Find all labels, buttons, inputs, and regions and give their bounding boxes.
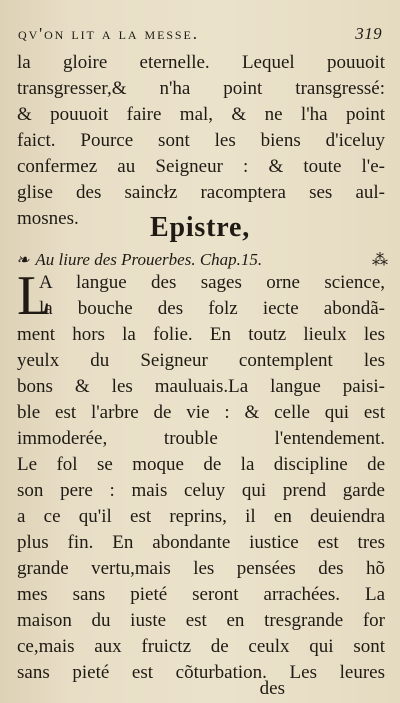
section-subtitle — [16, 248, 388, 272]
asterism-icon: ⁂ — [372, 252, 388, 269]
text-line: yeulx du Seigneur contemplent les — [17, 350, 385, 371]
text-line: ble est l'arbre de vie : & celle qui est — [17, 402, 385, 423]
text-line: maison du iuste est en tresgrande for — [17, 610, 385, 631]
text-line: & pouuoit faire mal, & ne l'ha point — [17, 104, 385, 125]
text-line: bons & les mauluais.La langue paisi- — [17, 376, 385, 397]
catchword: des — [259, 678, 285, 699]
text-line: a ce qu'il est reprins, il en deuiendra — [17, 506, 385, 527]
text-line: Le fol se moque de la discipline de — [17, 454, 385, 475]
fleuron-icon: ❧ — [16, 252, 30, 269]
text-line: mes sans pieté seront arrachées. La — [17, 584, 385, 605]
text-line: ce,mais aux fruictz de ceulx qui sont — [17, 636, 385, 657]
drop-cap: L — [17, 265, 52, 327]
running-head: qv'on lit a la messe. — [18, 24, 199, 43]
text-line: glise des saincłz racomptera ses aul- — [17, 182, 385, 203]
section-title: Epistre, — [150, 212, 250, 243]
text-line: grande vertu,mais les pensées des hõ — [17, 558, 385, 579]
text-line: A langue des sages orne science, — [39, 272, 385, 293]
page-header — [18, 20, 382, 44]
text-line: mosnes. — [17, 208, 79, 229]
text-line: faict. Pource sont les biens d'iceluy — [17, 130, 385, 151]
text-line: immoderée, trouble l'entendement. — [17, 428, 385, 449]
text-line: transgresser,& n'ha point transgressé: — [17, 78, 385, 99]
text-line: la bouche des folz iecte abondã- — [39, 298, 385, 319]
text-line: sans pieté est cõturbation. Les leures — [17, 662, 385, 683]
text-line: ment hors la folie. En toutz lieulx les — [17, 324, 385, 345]
text-line: son pere : mais celuy qui prend garde — [17, 480, 385, 501]
text-line: confermez au Seigneur : & toute l'e- — [17, 156, 385, 177]
text-line: la gloire eternelle. Lequel pouuoit — [17, 52, 385, 73]
text-line: plus fin. En abondante iustice est tres — [17, 532, 385, 553]
subtitle-text: Au liure des Prouerbes. Chap.15. — [35, 250, 263, 269]
page-number: 319 — [355, 24, 382, 43]
